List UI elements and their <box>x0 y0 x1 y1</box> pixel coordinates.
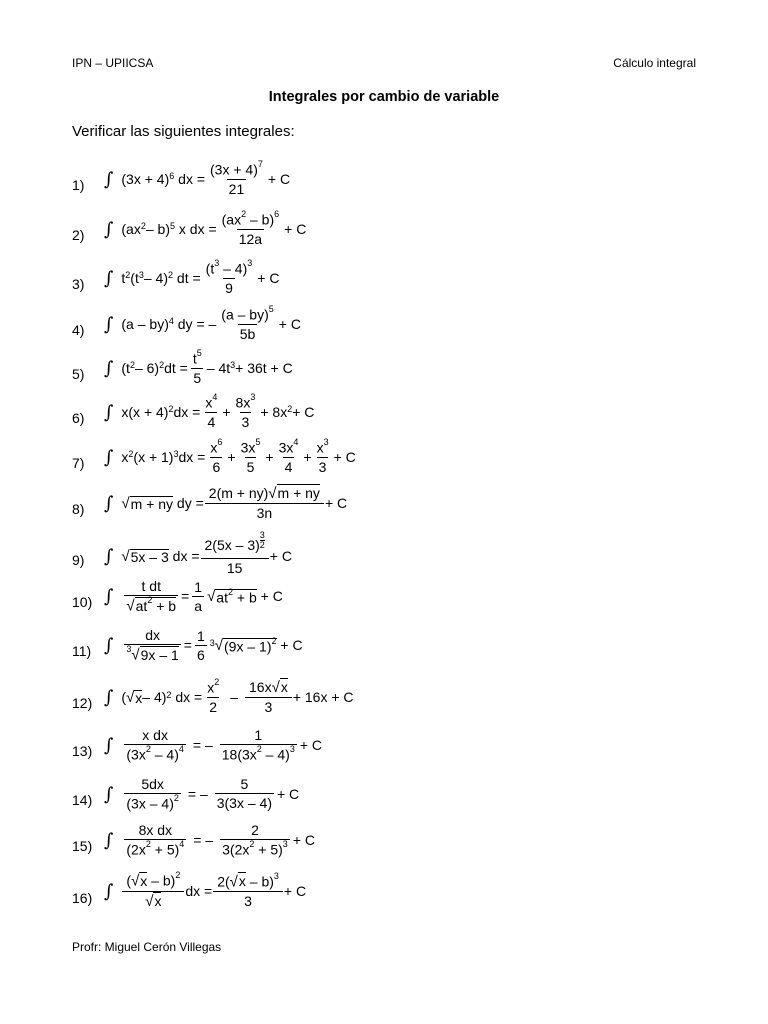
problem-number: 6) <box>72 410 85 426</box>
fraction: $\frac{x^4}{4}$ <box>205 392 218 430</box>
integral-sign: ∫ <box>104 829 114 851</box>
intro-text: Verificar las siguientes integrales: <box>72 123 295 140</box>
integral-sign: ∫ <box>104 734 114 756</box>
problem-number: 11) <box>72 643 92 659</box>
problem-number: 9) <box>72 552 85 568</box>
problem-number: 14) <box>72 792 93 808</box>
sqrt-sign: √ <box>121 547 130 565</box>
integral-sign: ∫ <box>104 880 114 902</box>
cube-root-sign: √ <box>214 636 224 654</box>
fraction: $\frac{t^5}{5}$ <box>192 348 202 386</box>
integral-sign: ∫ <box>104 446 114 468</box>
fraction: $\frac{8x^3}{3}$ <box>235 392 256 430</box>
fraction: $\frac{1}{18(3x^2 - 4)^3}$ <box>221 727 295 763</box>
fraction: $\frac{x^6}{6}$ <box>210 437 223 475</box>
fraction: $\frac{1}{a}$ <box>194 578 203 614</box>
integral-sign: ∫ <box>104 546 114 567</box>
integral-sign: ∫ <box>104 687 114 708</box>
fraction: $\frac{2}{3(2x^2 + 5)^3}$ <box>222 822 288 858</box>
fraction: $\frac{x^3}{3}$ <box>316 437 329 475</box>
problem-number: 13) <box>72 743 93 759</box>
integral-sign: ∫ <box>104 401 114 423</box>
problem-number: 16) <box>72 890 93 906</box>
header-right: Cálculo integral <box>613 56 696 70</box>
problem-number: 8) <box>72 501 85 517</box>
problem-number: 1) <box>72 177 85 193</box>
fraction: $\frac{(a - by)^5}{5b}$ <box>221 304 274 342</box>
integral-sign: ∫ <box>104 586 114 608</box>
fraction: $\frac{(3x + 4)^7}{21}$ <box>210 159 263 197</box>
fraction: $\frac{5dx}{(3x - 4)^2}$ <box>126 776 179 812</box>
fraction: $\frac{2(m + ny)√m + ny}{3n}$ <box>207 486 322 520</box>
fraction: $\frac{3x^5}{5}$ <box>240 437 261 475</box>
integral-sign: ∫ <box>104 313 114 335</box>
integral-sign: ∫ <box>104 783 114 805</box>
problem-number: 7) <box>72 455 85 471</box>
integral-sign: ∫ <box>104 218 114 240</box>
fraction: $\frac{\text{x dx}}{(3x^2 - 4)^4}$ <box>126 727 184 763</box>
page-title: Integrales por cambio de variable <box>268 89 500 105</box>
fraction: $\frac{2(√x - b)^3}{3}$ <box>215 874 281 909</box>
integral-sign: ∫ <box>104 168 114 190</box>
fraction: $\frac{(ax^2 - b)^6}{12a}$ <box>221 209 280 247</box>
integral-sign: ∫ <box>104 357 114 379</box>
fraction: $\frac{dx}{^3√9x - 1}$ <box>126 627 179 664</box>
fraction: $\frac{(√x - b)^2}{√x}$ <box>124 873 182 909</box>
problem-number: 12) <box>72 695 93 711</box>
problem-number: 2) <box>72 227 85 243</box>
fraction: $\frac{16x√x}{3}$ <box>247 680 290 714</box>
fraction: $\frac{\text{8x dx}}{(2x^2 + 5)^4}$ <box>126 822 185 858</box>
problem-number: 15) <box>72 838 93 854</box>
header-left: IPN – UPIICSA <box>72 56 154 70</box>
sqrt-sign: √ <box>121 494 130 512</box>
integral-sign: ∫ <box>104 493 114 514</box>
fraction: 2(5x – 3) $\frac{3}{2}$ 15 <box>203 537 267 575</box>
fraction: $\frac{x^2}{2}$ <box>207 677 220 715</box>
problem-number: 4) <box>72 322 85 338</box>
fraction: $\frac{(t^3 - 4)^3}{9}$ <box>205 258 253 296</box>
integral-sign: ∫ <box>104 267 114 289</box>
footer-author: Profr: Miguel Cerón Villegas <box>72 940 222 954</box>
problem-number: 3) <box>72 276 85 292</box>
sqrt-sign: √ <box>207 587 216 605</box>
fraction: $\frac{3x^4}{4}$ <box>278 437 299 475</box>
problem-number: 5) <box>72 366 85 382</box>
fraction: $\frac{\text{t dt}}{√at^2 + b}$ <box>126 578 177 615</box>
fraction: $\frac{5}{3(3x - 4)}$ <box>216 776 272 812</box>
fraction: $\frac{1}{6}$ <box>196 627 205 663</box>
integral-sign: ∫ <box>104 635 114 657</box>
problem-number: 10) <box>72 594 93 610</box>
